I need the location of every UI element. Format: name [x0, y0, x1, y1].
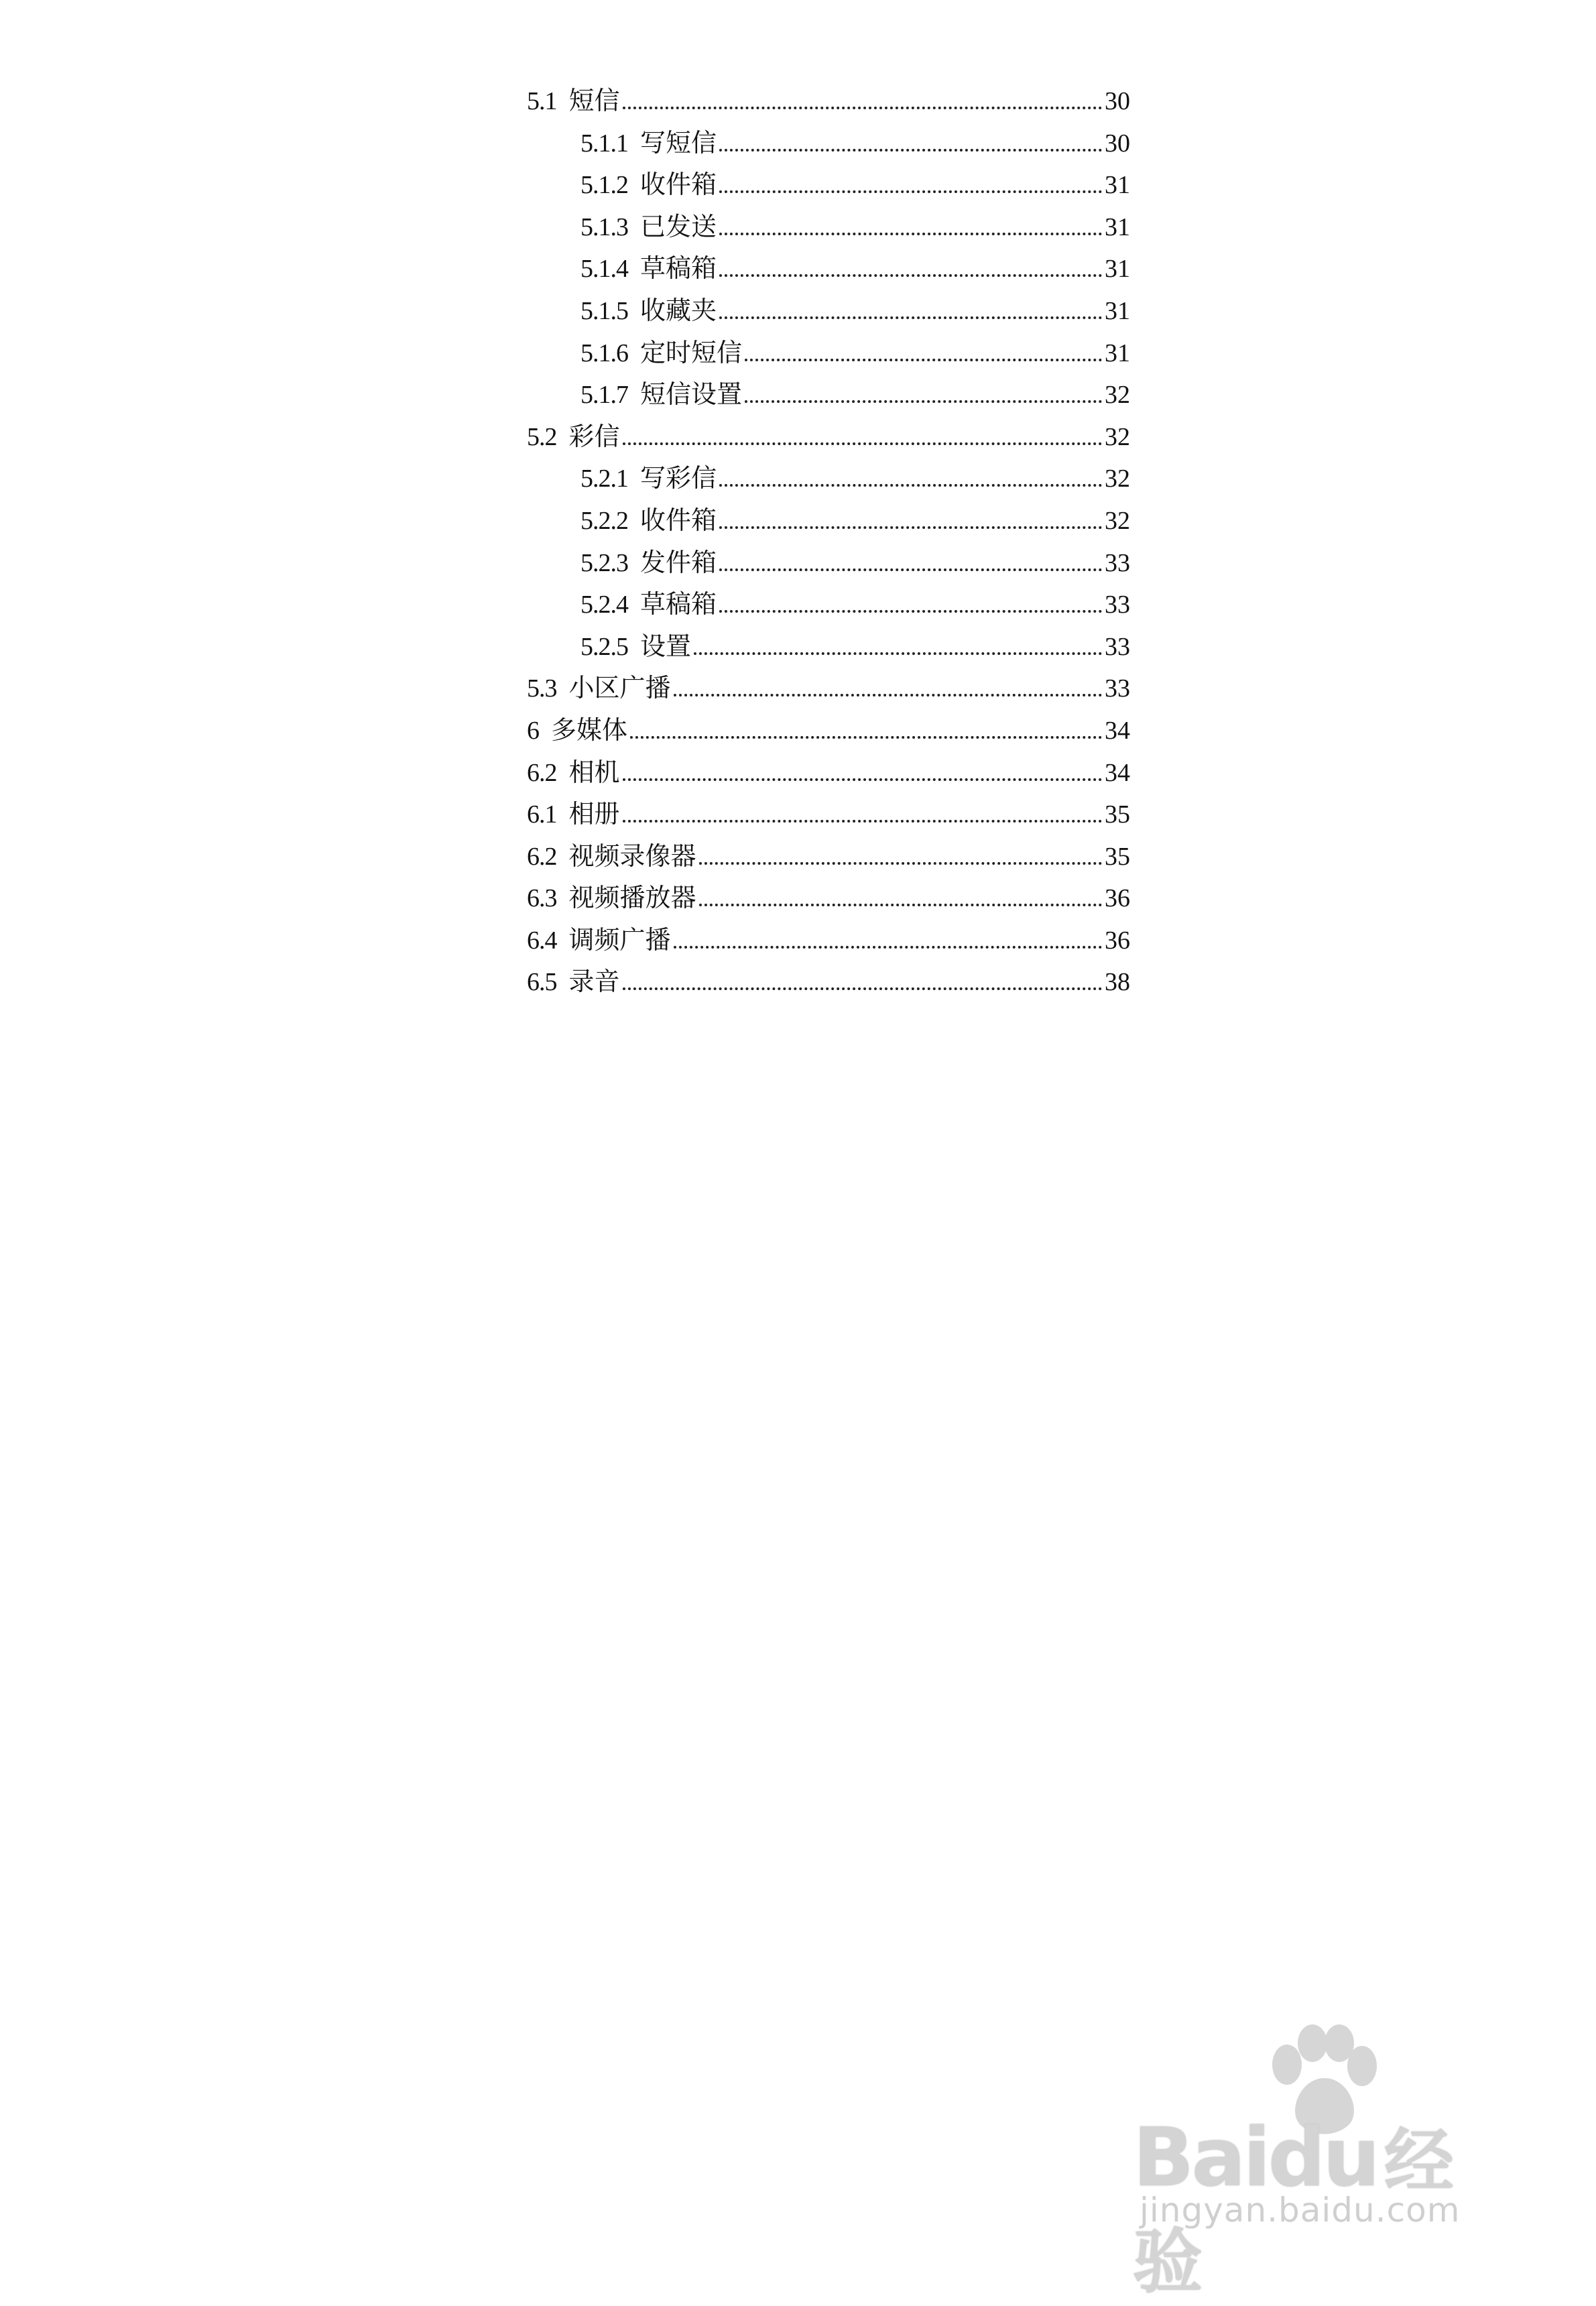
toc-entry-title: 收藏夹	[640, 296, 717, 325]
toc-entry[interactable]	[527, 80, 1130, 123]
toc-entry-page: 33	[1105, 548, 1130, 577]
toc-dot-leader	[630, 736, 1102, 739]
toc-dot-leader	[719, 190, 1102, 193]
toc-dot-leader	[719, 233, 1102, 235]
toc-entry-number: 6	[527, 716, 539, 745]
table-of-contents	[527, 80, 1130, 1004]
toc-entry-number: 5.1.2	[580, 171, 628, 200]
toc-dot-leader	[623, 107, 1102, 109]
toc-dot-leader	[719, 526, 1102, 529]
toc-entry-page: 32	[1105, 506, 1130, 535]
toc-entry-number: 6.4	[527, 926, 557, 955]
toc-entry-number: 5.2.5	[580, 632, 628, 661]
toc-entry-page: 31	[1105, 296, 1130, 325]
toc-entry-page: 32	[1105, 381, 1130, 410]
brand-url: jingyan.baidu.com	[1140, 2191, 1461, 2230]
toc-entry-title: 录音	[568, 968, 620, 997]
toc-dot-leader	[623, 442, 1102, 445]
toc-entry-number: 5.2.2	[580, 506, 628, 535]
toc-entry[interactable]	[527, 961, 1130, 1004]
toc-entry-number: 5.1.1	[580, 129, 628, 158]
brand-latin-a: Bai	[1133, 2112, 1268, 2205]
toc-entry-title: 视频播放器	[568, 884, 696, 913]
toc-entry[interactable]	[527, 332, 1130, 375]
toc-entry[interactable]	[527, 416, 1130, 459]
toc-entry-number: 6.2	[527, 758, 557, 787]
toc-entry[interactable]	[527, 710, 1130, 752]
toc-entry[interactable]	[527, 374, 1130, 416]
toc-entry[interactable]	[527, 626, 1130, 668]
toc-entry-title: 短信设置	[640, 381, 743, 410]
toc-dot-leader	[719, 316, 1102, 319]
toc-dot-leader	[623, 820, 1102, 823]
toc-entry-title: 多媒体	[551, 716, 628, 745]
toc-entry[interactable]	[527, 836, 1130, 878]
toc-entry[interactable]	[527, 123, 1130, 165]
toc-entry-page: 33	[1105, 674, 1130, 703]
brand-cn: 经验	[1133, 2120, 1454, 2303]
toc-entry[interactable]	[527, 920, 1130, 962]
toc-entry-number: 6.1	[527, 800, 557, 829]
toc-dot-leader	[694, 652, 1102, 655]
toc-entry-title: 短信	[568, 87, 620, 115]
toc-entry-title: 相机	[568, 758, 620, 787]
toc-entry-page: 35	[1105, 842, 1130, 871]
toc-entry[interactable]	[527, 458, 1130, 500]
toc-entry-page: 33	[1105, 632, 1130, 661]
toc-entry-page: 32	[1105, 422, 1130, 451]
toc-entry-page: 30	[1105, 129, 1130, 158]
toc-entry-number: 5.2.4	[580, 591, 628, 619]
toc-entry-title: 小区广播	[568, 674, 671, 703]
toc-entry-title: 草稿箱	[640, 591, 717, 619]
toc-entry-number: 5.1.6	[580, 339, 628, 367]
toc-entry-number: 6.3	[527, 884, 557, 913]
toc-entry-number: 5.1.7	[580, 381, 628, 410]
toc-entry[interactable]	[527, 248, 1130, 290]
toc-dot-leader	[719, 274, 1102, 277]
toc-entry[interactable]	[527, 542, 1130, 585]
toc-entry-page: 31	[1105, 171, 1130, 200]
toc-entry-number: 5.1.3	[580, 213, 628, 241]
toc-dot-leader	[699, 904, 1102, 906]
toc-entry-number: 5.2.1	[580, 465, 628, 493]
toc-entry-page: 31	[1105, 339, 1130, 367]
toc-entry-title: 相册	[568, 800, 620, 829]
toc-entry-title: 收件箱	[640, 506, 717, 535]
toc-entry-page: 32	[1105, 465, 1130, 493]
toc-dot-leader	[674, 694, 1102, 696]
toc-entry-title: 调频广播	[568, 926, 671, 955]
toc-entry-title: 收件箱	[640, 171, 717, 200]
toc-entry-page: 30	[1105, 87, 1130, 115]
toc-entry-title: 定时短信	[640, 339, 743, 367]
toc-entry-number: 6.5	[527, 968, 557, 997]
toc-entry-number: 5.2	[527, 422, 557, 451]
toc-dot-leader	[719, 610, 1102, 613]
toc-entry[interactable]	[527, 794, 1130, 836]
toc-entry-page: 33	[1105, 591, 1130, 619]
toc-entry-page: 36	[1105, 926, 1130, 955]
toc-entry-title: 草稿箱	[640, 255, 717, 284]
toc-entry-number: 6.2	[527, 842, 557, 871]
toc-entry-title: 已发送	[640, 213, 717, 241]
toc-entry[interactable]	[527, 752, 1130, 794]
toc-entry-number: 5.3	[527, 674, 557, 703]
toc-entry-number: 5.1.5	[580, 296, 628, 325]
toc-entry[interactable]	[527, 290, 1130, 332]
toc-entry-page: 36	[1105, 884, 1130, 913]
toc-entry-title: 设置	[640, 632, 692, 661]
toc-entry-title: 发件箱	[640, 548, 717, 577]
toc-entry-page: 38	[1105, 968, 1130, 997]
toc-entry-title: 写短信	[640, 129, 717, 158]
toc-entry[interactable]	[527, 584, 1130, 626]
toc-dot-leader	[623, 987, 1102, 990]
toc-dot-leader	[719, 484, 1102, 487]
toc-entry-number: 5.1	[527, 87, 557, 115]
toc-entry-title: 写彩信	[640, 465, 717, 493]
toc-dot-leader	[745, 400, 1102, 403]
toc-entry-page: 35	[1105, 800, 1130, 829]
toc-entry-title: 视频录像器	[568, 842, 696, 871]
toc-dot-leader	[745, 359, 1102, 361]
toc-entry-title: 彩信	[568, 422, 620, 451]
toc-dot-leader	[623, 778, 1102, 781]
toc-entry[interactable]	[527, 668, 1130, 710]
toc-entry-page: 34	[1105, 758, 1130, 787]
toc-entry-page: 31	[1105, 255, 1130, 284]
toc-dot-leader	[699, 862, 1102, 865]
toc-entry-number: 5.2.3	[580, 548, 628, 577]
baidu-jingyan-watermark	[1133, 2024, 1508, 2303]
toc-dot-leader	[674, 946, 1102, 949]
toc-entry[interactable]	[527, 206, 1130, 249]
toc-dot-leader	[719, 568, 1102, 571]
toc-entry-page: 31	[1105, 213, 1130, 241]
brand-latin-b: du	[1268, 2112, 1377, 2205]
toc-entry-page: 34	[1105, 716, 1130, 745]
toc-entry-number: 5.1.4	[580, 255, 628, 284]
toc-entry[interactable]	[527, 164, 1130, 206]
toc-entry[interactable]	[527, 877, 1130, 920]
toc-entry[interactable]	[527, 500, 1130, 542]
toc-dot-leader	[719, 149, 1102, 151]
